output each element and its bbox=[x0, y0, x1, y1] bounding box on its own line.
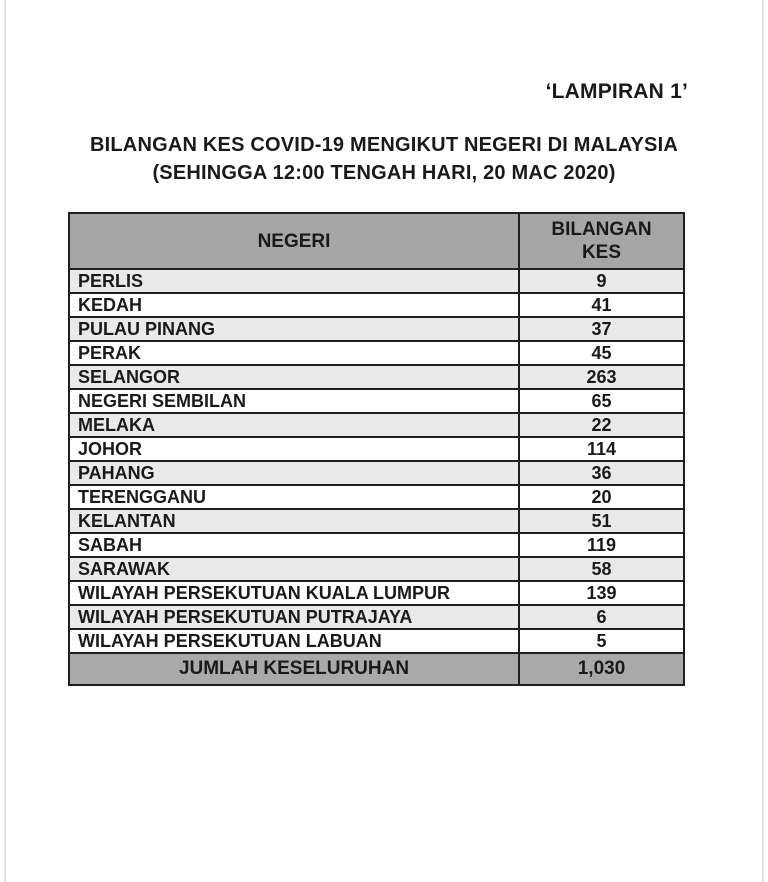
cell-negeri: SABAH bbox=[69, 533, 519, 557]
cell-negeri: PERLIS bbox=[69, 269, 519, 293]
cell-negeri: WILAYAH PERSEKUTUAN LABUAN bbox=[69, 629, 519, 653]
table-row bbox=[69, 341, 684, 365]
cell-kes: 65 bbox=[519, 389, 684, 413]
total-label: JUMLAH KESELURUHAN bbox=[69, 653, 519, 685]
cell-kes: 139 bbox=[519, 581, 684, 605]
cell-negeri: KEDAH bbox=[69, 293, 519, 317]
table-row bbox=[69, 629, 684, 653]
cell-kes: 51 bbox=[519, 509, 684, 533]
cell-negeri: SARAWAK bbox=[69, 557, 519, 581]
cell-negeri: PAHANG bbox=[69, 461, 519, 485]
table-row bbox=[69, 293, 684, 317]
table-row bbox=[69, 269, 684, 293]
total-value: 1,030 bbox=[519, 653, 684, 685]
cell-kes: 5 bbox=[519, 629, 684, 653]
table-row bbox=[69, 533, 684, 557]
annex-label: ‘LAMPIRAN 1’ bbox=[545, 80, 688, 103]
cell-kes: 41 bbox=[519, 293, 684, 317]
cell-kes: 263 bbox=[519, 365, 684, 389]
table-body bbox=[69, 269, 684, 653]
page-title bbox=[0, 131, 768, 187]
table-header bbox=[69, 213, 684, 269]
cell-negeri: WILAYAH PERSEKUTUAN KUALA LUMPUR bbox=[69, 581, 519, 605]
cell-negeri: KELANTAN bbox=[69, 509, 519, 533]
table-row bbox=[69, 413, 684, 437]
table-row bbox=[69, 461, 684, 485]
table-row bbox=[69, 317, 684, 341]
cell-kes: 36 bbox=[519, 461, 684, 485]
cell-negeri: JOHOR bbox=[69, 437, 519, 461]
table-row bbox=[69, 509, 684, 533]
cell-kes: 37 bbox=[519, 317, 684, 341]
total-row bbox=[69, 653, 684, 685]
cell-kes: 6 bbox=[519, 605, 684, 629]
cell-kes: 58 bbox=[519, 557, 684, 581]
cases-table bbox=[68, 212, 685, 686]
cell-kes: 20 bbox=[519, 485, 684, 509]
header-bilangan-kes-line2: KES bbox=[581, 242, 622, 263]
cell-negeri: MELAKA bbox=[69, 413, 519, 437]
cell-negeri: PULAU PINANG bbox=[69, 317, 519, 341]
header-row bbox=[69, 213, 684, 269]
cell-negeri: TERENGGANU bbox=[69, 485, 519, 509]
cell-negeri: PERAK bbox=[69, 341, 519, 365]
table-row bbox=[69, 557, 684, 581]
table-row bbox=[69, 581, 684, 605]
cell-negeri: WILAYAH PERSEKUTUAN PUTRAJAYA bbox=[69, 605, 519, 629]
cell-kes: 114 bbox=[519, 437, 684, 461]
cell-kes: 119 bbox=[519, 533, 684, 557]
cell-kes: 45 bbox=[519, 341, 684, 365]
page-title-line2: (SEHINGGA 12:00 TENGAH HARI, 20 MAC 2020) bbox=[152, 162, 616, 184]
cell-negeri: SELANGOR bbox=[69, 365, 519, 389]
table-row bbox=[69, 437, 684, 461]
header-bilangan-kes-line1: BILANGAN bbox=[551, 219, 652, 240]
table-row bbox=[69, 605, 684, 629]
cell-kes: 9 bbox=[519, 269, 684, 293]
header-bilangan-kes bbox=[519, 213, 684, 269]
cell-negeri: NEGERI SEMBILAN bbox=[69, 389, 519, 413]
table-row bbox=[69, 389, 684, 413]
cell-kes: 22 bbox=[519, 413, 684, 437]
header-negeri: NEGERI bbox=[69, 213, 519, 269]
table-row bbox=[69, 485, 684, 509]
table-row bbox=[69, 365, 684, 389]
table-footer bbox=[69, 653, 684, 685]
page-title-line1: BILANGAN KES COVID-19 MENGIKUT NEGERI DI MALAYSIA bbox=[89, 134, 678, 156]
